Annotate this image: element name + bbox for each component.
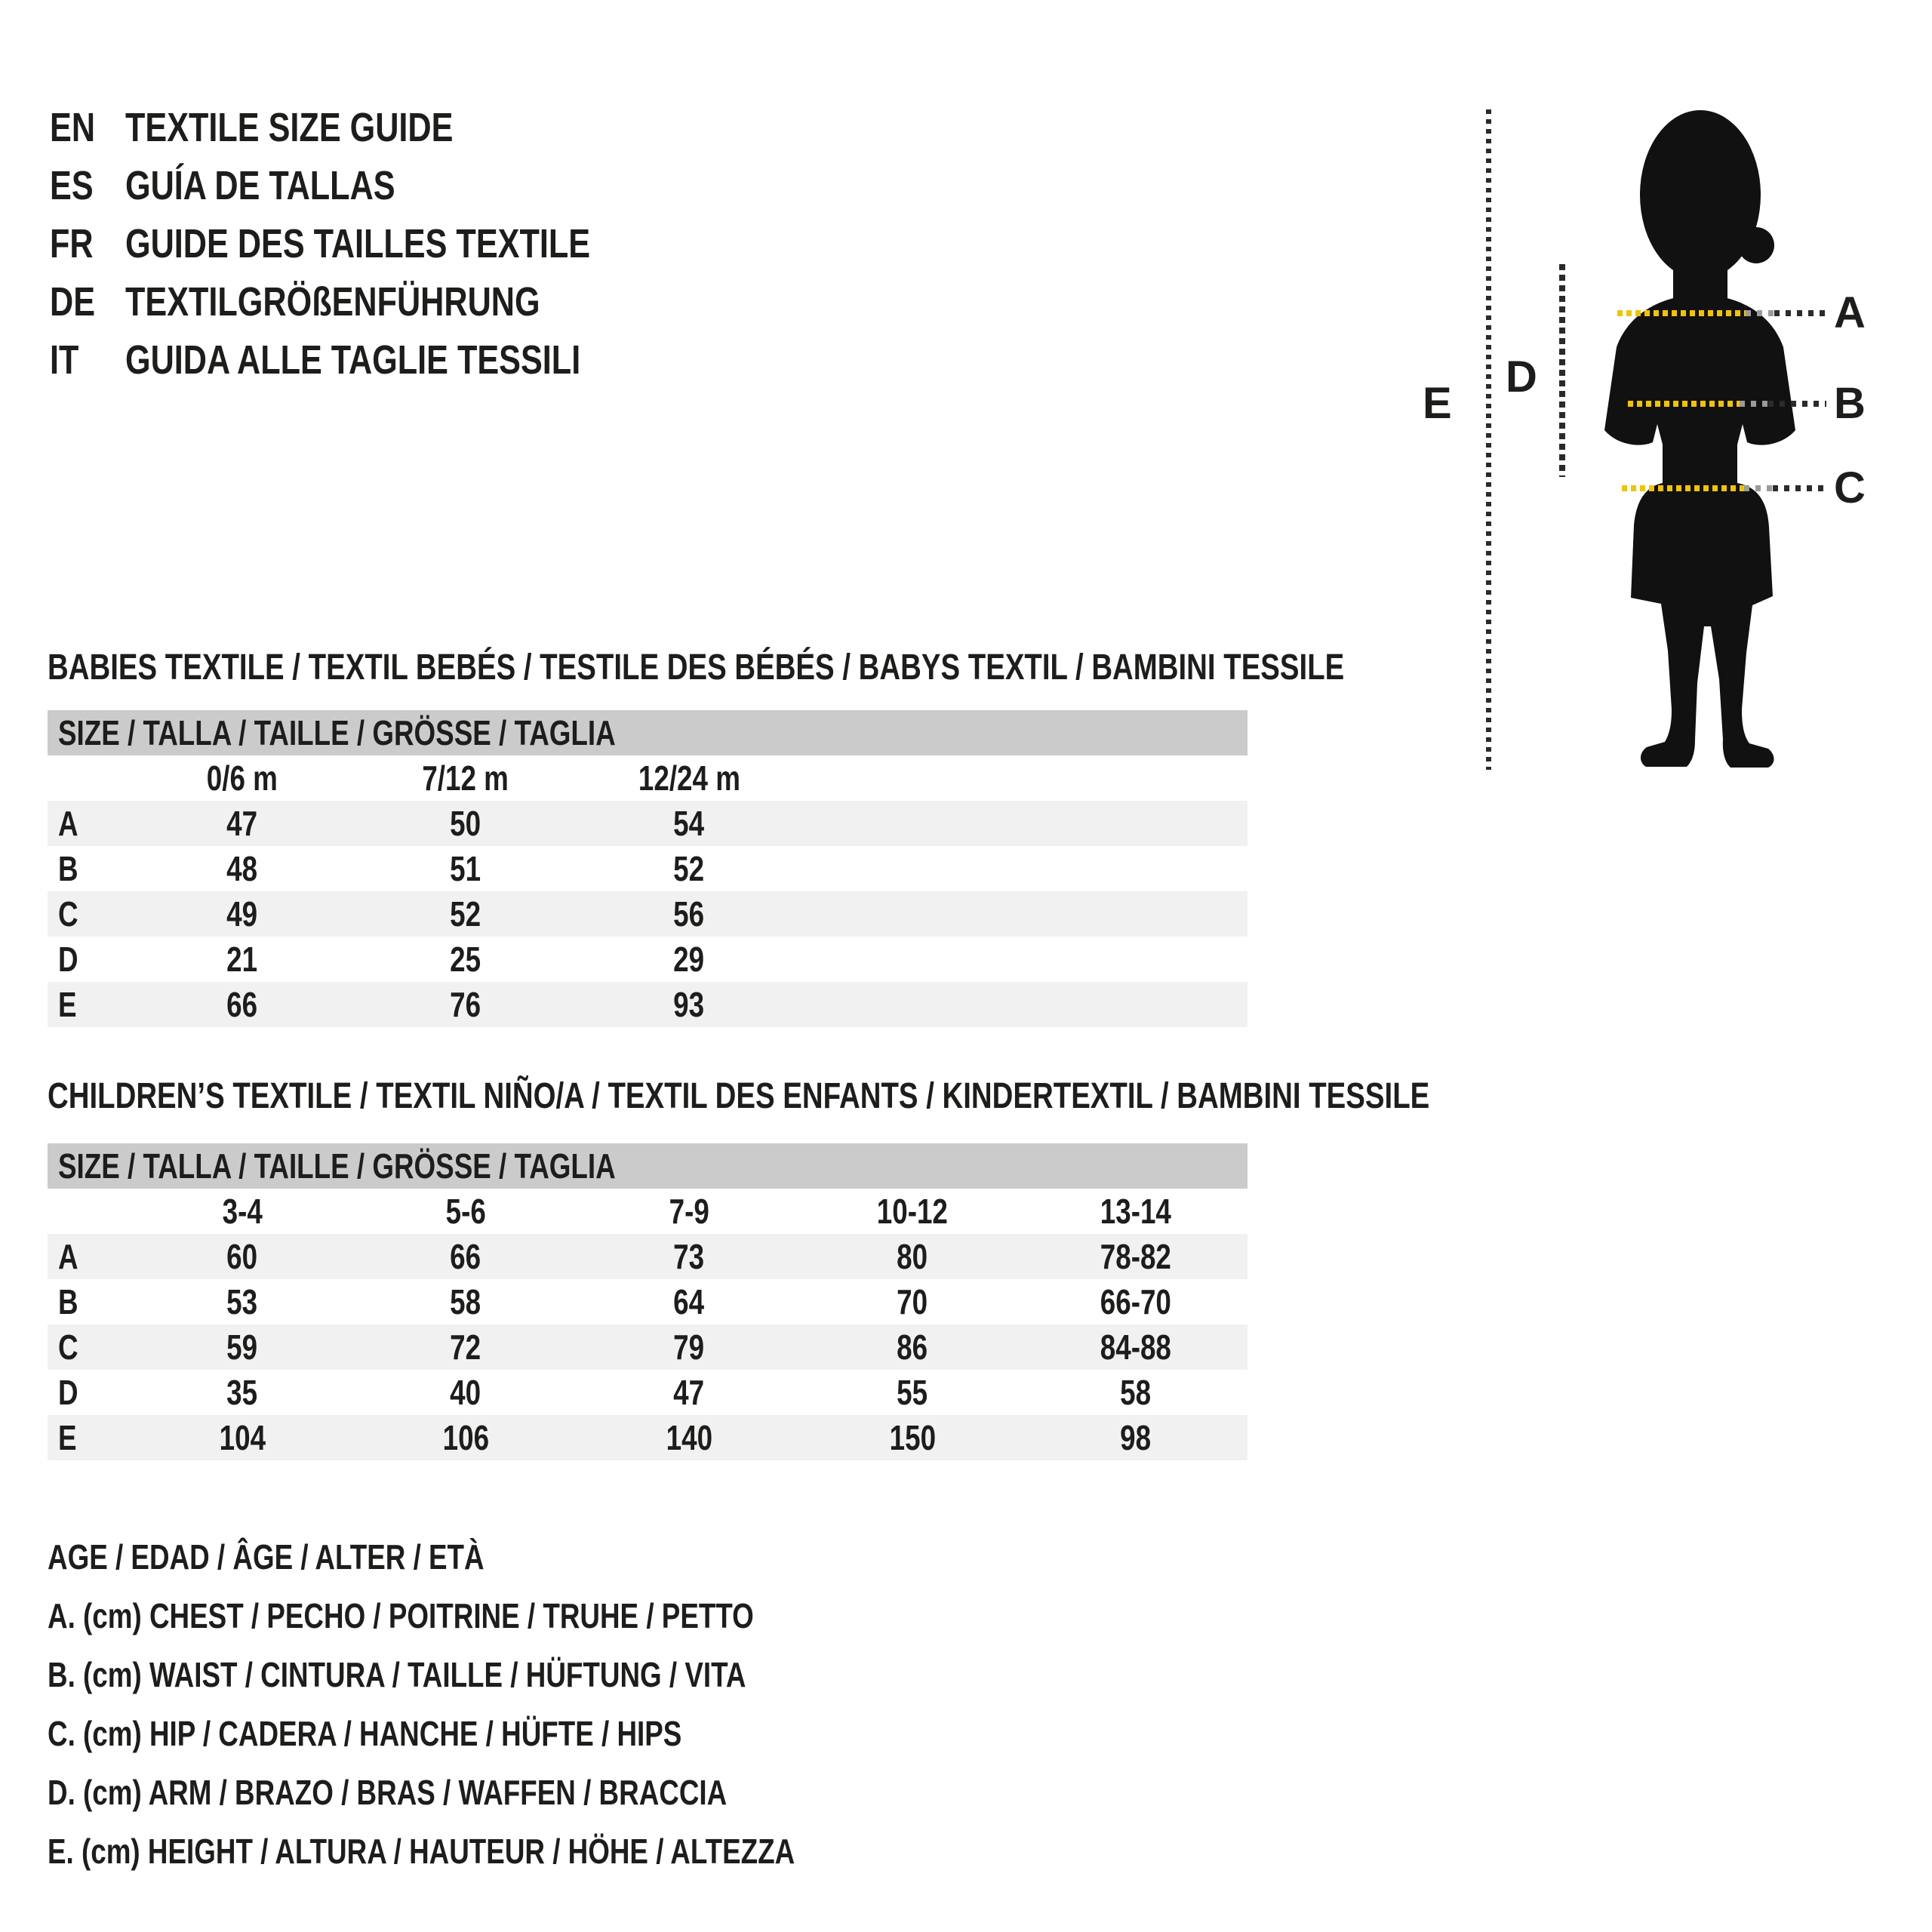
cell-value: 73 [673,1237,705,1276]
chest-measure-line-fade [1746,310,1774,316]
cell-value: 52 [673,849,705,888]
children-col-3: 10-12 [876,1192,949,1231]
children-table-row-a [48,1234,1247,1279]
measurement-legend [48,1527,982,1881]
cell-value: 29 [673,940,705,979]
row-label: B [58,1282,78,1321]
hip-measure-line-fade [1744,485,1773,491]
babies-section-heading: BABIES TEXTILE / TEXTIL BEBÉS / TESTILE DES BÉBÉS / BABYS TEXTIL / BAMBINI TESSILE [48,648,1345,688]
row-label: C [58,894,78,934]
children-col-4: 13-14 [1100,1192,1172,1231]
legend-age: AGE / EDAD / ÂGE / ALTER / ETÀ [48,1537,485,1577]
legend-waist: B. (cm) WAIST / CINTURA / TAILLE / HÜFTUNG / VITA [48,1655,746,1694]
guide-title-de: TEXTILGRÖßENFÜHRUNG [125,279,540,325]
hip-measure-line-dark [1773,485,1826,491]
waist-measure-line [1628,401,1826,407]
guide-title-it: GUIDA ALLE TAGLIE TESSILI [125,337,581,383]
babies-column-header-row [48,755,1247,801]
cell-value: 58 [450,1282,481,1321]
hip-measure-label: C [1834,463,1866,512]
cell-value: 25 [450,940,481,979]
row-label: A [58,1237,78,1276]
legend-arm: D. (cm) ARM / BRAZO / BRAS / WAFFEN / BRACCIA [48,1773,728,1812]
cell-value: 98 [1120,1418,1152,1457]
cell-value: 47 [226,804,258,843]
babies-table-row-e [48,982,1247,1027]
language-code-es: ES [50,163,94,208]
cell-value: 49 [226,894,258,934]
legend-hip: C. (cm) HIP / CADERA / HANCHE / HÜFTE / HIPS [48,1714,682,1753]
language-row-it [50,331,706,389]
babies-table-row-a [48,801,1247,846]
row-label: A [58,804,78,843]
cell-value: 53 [226,1282,258,1321]
babies-table-row-d [48,937,1247,982]
language-code-en: EN [50,105,96,150]
cell-value: 150 [889,1418,936,1457]
waist-measure-line-yellow [1628,401,1740,407]
guide-title-fr: GUIDE DES TAILLES TEXTILE [125,221,591,266]
babies-size-header-bar: SIZE / TALLA / TAILLE / GRÖSSE / TAGLIA [48,710,1247,755]
cell-value: 52 [450,894,481,934]
cell-value: 51 [450,849,481,888]
children-col-0: 3-4 [222,1192,263,1231]
chest-measure-label: A [1834,288,1866,337]
children-size-table [48,1143,1247,1460]
silhouette-hair-bump [1738,227,1774,263]
children-table-row-d [48,1370,1247,1415]
babies-col-2: 12/24 m [638,758,740,798]
cell-value: 59 [226,1327,258,1367]
babies-size-table [48,710,1247,1027]
guide-title-en: TEXTILE SIZE GUIDE [125,105,454,150]
height-measure-label: E [1423,379,1452,428]
hip-measure-line [1622,485,1826,491]
children-table-row-c [48,1324,1247,1370]
cell-value: 106 [442,1418,489,1457]
row-label: D [58,1373,78,1412]
legend-height: E. (cm) HEIGHT / ALTURA / HAUTEUR / HÖHE / ALTEZZA [48,1832,795,1871]
language-code-de: DE [50,279,96,325]
cell-value: 140 [666,1418,712,1457]
cell-value: 80 [897,1237,928,1276]
row-label: C [58,1327,78,1367]
cell-value: 66 [450,1237,481,1276]
cell-value: 64 [673,1282,705,1321]
cell-value: 55 [897,1373,928,1412]
guide-title-es: GUÍA DE TALLAS [125,163,395,208]
children-col-2: 7-9 [669,1192,709,1231]
cell-value: 70 [897,1282,928,1321]
waist-measure-line-fade [1740,401,1768,407]
row-label: D [58,940,78,979]
language-row-es [50,157,706,215]
child-silhouette [1596,106,1823,770]
arm-measure-label: D [1506,352,1537,401]
children-column-header-row [48,1189,1247,1234]
cell-value: 50 [450,804,481,843]
hip-measure-line-yellow [1622,485,1744,491]
cell-value: 79 [673,1327,705,1367]
cell-value: 48 [226,849,258,888]
children-col-1: 5-6 [445,1192,486,1231]
babies-col-1: 7/12 m [422,758,509,798]
babies-table-row-b [48,846,1247,891]
cell-value: 72 [450,1327,481,1367]
language-code-it: IT [50,337,79,383]
cell-value: 56 [673,894,705,934]
chest-measure-line-yellow [1617,310,1746,316]
cell-value: 40 [450,1373,481,1412]
language-code-fr: FR [50,221,94,266]
cell-value: 47 [673,1373,705,1412]
cell-value: 35 [226,1373,258,1412]
language-row-fr [50,215,706,273]
waist-measure-label: B [1834,379,1866,428]
children-table-row-e [48,1415,1247,1460]
arm-measure-dotted-line [1559,264,1565,477]
row-label: E [58,1418,77,1457]
silhouette-body [1604,294,1795,768]
language-row-en [50,99,706,157]
babies-table-row-c [48,891,1247,937]
language-title-block [50,99,706,389]
children-section-heading: CHILDREN’S TEXTILE / TEXTIL NIÑO/A / TEXTIL DES ENFANTS / KINDERTEXTIL / BAMBINI TESSILE [48,1076,1430,1116]
cell-value: 76 [450,985,481,1024]
row-label: E [58,985,77,1024]
waist-measure-line-dark [1768,401,1826,407]
cell-value: 93 [673,985,705,1024]
legend-chest: A. (cm) CHEST / PECHO / POITRINE / TRUHE / PETTO [48,1596,754,1635]
cell-value: 78-82 [1100,1237,1172,1276]
cell-value: 66 [226,985,258,1024]
cell-value: 58 [1120,1373,1152,1412]
chest-measure-line [1617,310,1826,316]
children-table-row-b [48,1279,1247,1324]
cell-value: 104 [219,1418,266,1457]
cell-value: 66-70 [1100,1282,1172,1321]
cell-value: 54 [673,804,705,843]
chest-measure-line-dark [1774,310,1826,316]
row-label: B [58,849,78,888]
cell-value: 86 [897,1327,928,1367]
cell-value: 21 [226,940,258,979]
language-row-de [50,273,706,331]
babies-col-0: 0/6 m [206,758,278,798]
children-size-header-bar: SIZE / TALLA / TAILLE / GRÖSSE / TAGLIA [48,1143,1247,1189]
cell-value: 84-88 [1100,1327,1172,1367]
cell-value: 60 [226,1237,258,1276]
